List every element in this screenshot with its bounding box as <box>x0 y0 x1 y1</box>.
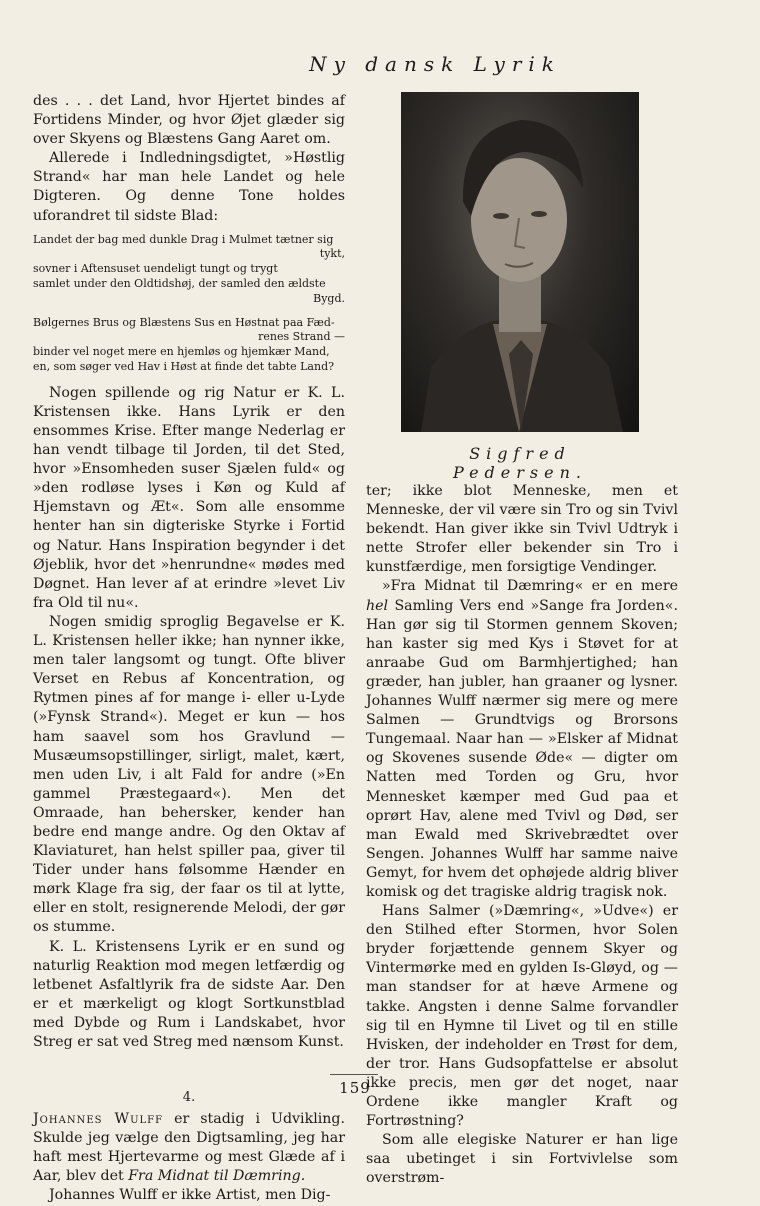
paragraph: ter; ikke blot Menneske, men et Menneske, der vil være sin Tro og sin Tvivl bekendt. Han giver ikke sin Tvivl Udtryk i nette Strofer eller bekender sin Tro i kunstfærdige, men forsigtige Vendinger. <box>366 483 678 576</box>
verse-line: en, som søger ved Hav i Høst at finde det tabte Land? <box>33 360 335 374</box>
running-title: Ny dansk Lyrik <box>309 52 561 76</box>
photo-caption: Sigfred Pedersen. <box>453 444 587 482</box>
paragraph-text: er stadig i Udvikling. Skulde jeg vælge den Digtsamling, jeg har haft mest Hjertevarme og mest Glæde af i Aar, blev det <box>33 1111 345 1185</box>
verse-quote <box>33 233 345 375</box>
verse-line-tail: renes Strand — <box>258 330 345 344</box>
paragraph: K. L. Kristensens Lyrik er en sund og naturlig Reaktion mod megen letfærdig og letbenet Asfaltlyrik fra de sidste Aar. Den er et mærkeligt og klogt Sortkunstblad med Dybde og Rum i Landskabet, hvor Streg er sat ved Streg med nænsom Kunst. <box>33 938 345 1051</box>
emphasis: hel <box>366 597 389 614</box>
verse-line: binder vel noget mere en hjemløs og hjemkær Mand, <box>33 345 330 359</box>
portrait-image <box>401 92 639 432</box>
paragraph-text: »Fra Midnat til Dæmring« er en mere <box>382 578 678 595</box>
verse-line: Landet der bag med dunkle Drag i Mulmet tætner sig <box>33 232 334 246</box>
verse-line: samlet under den Oldtidshøj, der samled den ældste <box>33 277 326 291</box>
paragraph: Nogen smidig sproglig Begavelse er K. L. Kristensen heller ikke; han nynner ikke, men taler langsomt og tungt. Ofte bliver Verset en Rebus af Koncentration, og Rytmen pines af for mange i- eller u-Lyde (»Fynsk Strand«). Meget er kun — hos ham saavel som hos Gravlund — Musæumsopstillinger, sirligt, malet, kært, men uden Liv, i alt Fald for andre (»En gammel Præstegaard«). Men det Omraade, han behersker, kender han bedre end mange andre. Og den Oktav af Klaviaturet, han helst spiller paa, giver til Tider under hans følsomme Hænder en mørk Klage fra sig, der faar os til at lytte, eller en stolt, resignerende Melodi, der gør os stumme. <box>33 613 345 936</box>
paragraph: Som alle elegiske Naturer er han lige saa ubetinget i sin Fortvivlelse som overstrøm- <box>366 1132 678 1187</box>
paragraph: Nogen spillende og rig Natur er K. L. Kristensen ikke. Hans Lyrik er den ensommes Krise. Efter mange Nederlag er han vendt tilbage til Jorden, til det Sted, hvor »Ensomheden suser Sjælen fuld« og »den rodløse lyses i Køn og Kuld af Hjemstavn og Æt«. Som alle ensomme henter han sin digteriske Styrke i Fortid og Natur. Hans Inspiration begynder i det Øjeblik, hvor det »henrundne« mødes med Døgnet. Han lever af at erindre »levet Liv fra Old til nu«. <box>33 384 345 611</box>
verse-line: Bølgernes Brus og Blæstens Sus en Høstnat paa Fæd- <box>33 315 335 329</box>
verse-line: sovner i Aftensuset uendeligt tungt og trygt <box>33 262 278 276</box>
verse-line-tail: tykt, <box>319 247 345 261</box>
verse-stanza <box>33 233 345 307</box>
paragraph <box>33 1110 345 1186</box>
section-number: 4. <box>182 1090 196 1106</box>
paragraph <box>366 577 678 902</box>
book-title: Fra Midnat til Dæmring. <box>128 1168 306 1185</box>
paragraph: Allerede i Indledningsdigtet, »Høstlig Strand« har man hele Landet og hele Digteren. Og denne Tone holdes uforandret til sidste Blad: <box>33 150 345 224</box>
paragraph: des . . . det Land, hvor Hjertet bindes af Fortidens Minder, og hvor Øjet glæder sig over Skyens og Blæstens Gang Aaret om. <box>33 93 345 148</box>
page-number: 159 <box>339 1079 371 1097</box>
author-name: Johannes Wulff <box>33 1111 164 1128</box>
paragraph: Hans Salmer (»Dæmring«, »Udve«) er den Stilhed efter Stormen, hvor Solen bryder forjættende gennem Skyer og Vintermørke med en gylden Is-Gløyd, og — man standser for at hæve Armene og takke. Angsten i denne Salme forvandler sig til en Hymne til Livet og til en stille Hvisken, der indeholder en Trøst for dem, der tror. Hans Gudsopfattelse er absolut ikke precis, men gør det noget, naar Ordene ikke mangler Kraft og Fortrøstning? <box>366 903 678 1130</box>
paragraph-text: Samling Vers end »Sange fra Jorden«. Han gør sig til Stormen gennem Skoven; han kaster sig med Kys i Støvet for at anraabe Gud om Barmhjertighed; han græder, han jubler, han graaner og lysner. Johannes Wulff nærmer sig mere og mere Salmen — Grundtvigs og Brorsons Tungemaal. Naar han — »Elsker af Midnat og Skovenes susende Øde« — digter om Natten med Torden og Gru, hvor Mennesket kæmper med Gud paa et oprørt Hav, alene med Tvivl og Død, ser man Ewald med Skrivebrædtet over Sengen. Johannes Wulff har samme naive Gemyt, for hvem det ophøjede aldrig bliver komisk og det tragiske aldrig tragisk nok. <box>366 597 678 900</box>
verse-stanza <box>33 316 345 375</box>
paragraph: Johannes Wulff er ikke Artist, men Dig- <box>49 1187 331 1204</box>
left-column <box>33 92 345 1206</box>
portrait-photo <box>401 92 639 432</box>
footer-rule <box>330 1074 378 1075</box>
verse-line-tail: Bygd. <box>313 291 345 305</box>
